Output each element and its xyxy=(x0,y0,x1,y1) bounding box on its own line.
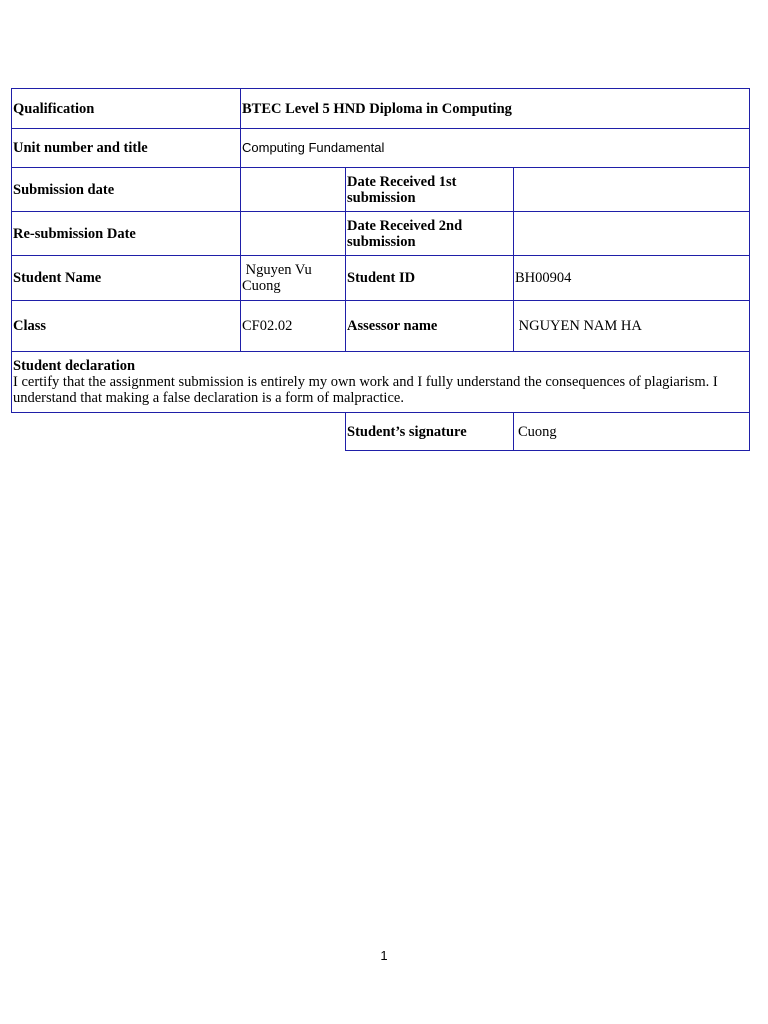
student-name-label: Student Name xyxy=(12,256,241,301)
class-value: CF02.02 xyxy=(241,301,346,352)
unit-label: Unit number and title xyxy=(12,129,241,168)
page-number: 1 xyxy=(380,948,388,963)
date-received-2nd-value xyxy=(514,212,750,256)
class-row xyxy=(12,301,750,352)
qualification-label: Qualification xyxy=(12,89,241,129)
declaration-cell xyxy=(12,352,750,413)
declaration-row xyxy=(12,352,750,413)
student-id-value: BH00904 xyxy=(514,256,750,301)
unit-value: Computing Fundamental xyxy=(241,129,750,168)
signature-row xyxy=(12,413,750,451)
date-received-1st-value xyxy=(514,168,750,212)
student-id-label: Student ID xyxy=(346,256,514,301)
declaration-title: Student declaration xyxy=(13,358,136,374)
assignment-cover-table xyxy=(11,88,750,451)
signature-value: Cuong xyxy=(514,413,750,451)
signature-spacer xyxy=(12,413,346,451)
resubmission-date-row xyxy=(12,212,750,256)
student-name-row xyxy=(12,256,750,301)
submission-date-value xyxy=(241,168,346,212)
resubmission-date-label: Re-submission Date xyxy=(12,212,241,256)
submission-date-label: Submission date xyxy=(12,168,241,212)
student-name-value: Nguyen Vu Cuong xyxy=(241,256,346,301)
date-received-2nd-label: Date Received 2nd submission xyxy=(346,212,514,256)
unit-row xyxy=(12,129,750,168)
qualification-row xyxy=(12,89,750,129)
signature-label: Student’s signature xyxy=(346,413,514,451)
date-received-1st-label: Date Received 1st submission xyxy=(346,168,514,212)
qualification-value: BTEC Level 5 HND Diploma in Computing xyxy=(241,89,750,129)
assessor-label: Assessor name xyxy=(346,301,514,352)
class-label: Class xyxy=(12,301,241,352)
declaration-text: I certify that the assignment submission is entirely my own work and I fully understand the consequences of plagiarism. I understand that making a false declaration is a form of malpractice. xyxy=(13,374,718,406)
assessor-value: NGUYEN NAM HA xyxy=(514,301,750,352)
submission-date-row xyxy=(12,168,750,212)
resubmission-date-value xyxy=(241,212,346,256)
